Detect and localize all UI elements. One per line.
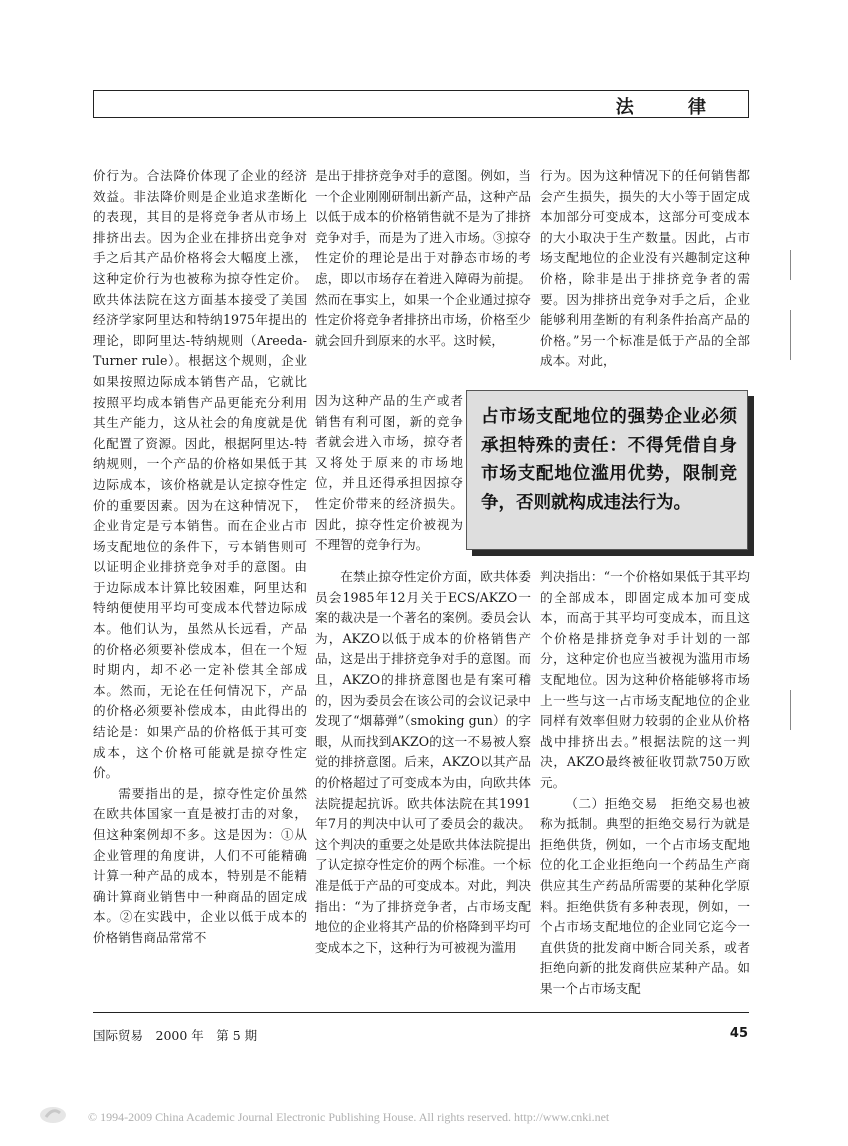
- paragraph: 在禁止掠夺性定价方面，欧共体委员会1985年12月关于ECS/AKZO一案的裁决是一个著名的案例。委员会认为，AKZO以低于成本的价格销售产品，这是出于排挤竞争对手的意图。而且，AKZO的排挤意图也是有案可稽的，因为委员会在该公司的会议记录中发现了“烟幕弹”（smoking gun）的字眼，从而找到AKZO的这一不易被人察觉的排挤意图。后来，AKZO以其产品的价格超过了可变成本为由，向欧共体法院提起抗诉。欧共体法院在其1991年7月的判决中认可了委员会的裁决。这个判决的重要之处是欧共体法院提出了认定掠夺性定价的两个标准。一个标准是低于产品的可变成本。对此，判决指出：“为了排挤竞争者，占市场支配地位的企业将其产品的价格降到平均可变成本之下，这种行为可被视为滥用: [315, 569, 531, 955]
- column-2-wrap: [315, 391, 463, 556]
- scan-margin-mark: [790, 250, 791, 280]
- page-number: 45: [729, 1026, 748, 1041]
- journal-issue: 国际贸易 2000 年 第 5 期: [93, 1028, 258, 1043]
- scan-margin-mark: [790, 310, 791, 360]
- section-title: 法 律: [615, 97, 730, 118]
- cnki-logo-icon: [38, 1104, 68, 1126]
- column-2-bottom: [315, 567, 531, 958]
- column-2-top: [315, 166, 531, 351]
- paragraph: 判决指出：“一个价格如果低于其平均的全部成本，即固定成本加可变成本，而高于其平均可变成本，而且这个价格是排挤竞争对手计划的一部分，这种定价也应当被视为滥用市场支配地位。因为这种价格能够将市场上一些与这一占市场支配地位的企业同样有效率但财力较弱的企业从价格战中排挤出去。”根据法院的这一判决，AKZO最终被征收罚款750万欧元。: [540, 569, 750, 790]
- paragraph: 行为。因为这种情况下的任何销售都会产生损失，损失的大小等于固定成本加部分可变成本，这部分可变成本的大小取决于生产数量。因此，占市场支配地位的企业没有兴趣制定这种价格，除非是出于排挤竞争者的需要。因为排挤出竞争对手之后，企业能够利用垄断的有利条件抬高产品的价格。”另一个标准是低于产品的全部成本。对此，: [540, 168, 750, 369]
- section-header: [93, 90, 749, 118]
- scan-margin-mark: [790, 690, 791, 730]
- column-3-top: [540, 166, 750, 372]
- column-3-bottom: [540, 567, 750, 999]
- paragraph: （二）拒绝交易 拒绝交易也被称为抵制。典型的拒绝交易行为就是拒绝供货，例如，一个占市场支配地位的化工企业拒绝向一个药品生产商供应其生产药品所需要的某种化学原料。拒绝供货有多种表现，例如，一个占市场支配地位的企业同它迄今一直供货的批发商中断合同关系，或者拒绝向新的批发商供应某种产品。如果一个占市场支配: [540, 795, 750, 996]
- paragraph: 因为这种产品的生产或者销售有利可图，新的竞争者就会进入市场，掠夺者又将处于原来的市场地位，并且还得承担因掠夺性定价带来的经济损失。因此，掠夺性定价被视为不理智的竞争行为。: [315, 393, 463, 553]
- pull-quote: 占市场支配地位的强势企业必须承担特殊的责任：不得凭借自身市场支配地位滥用优势，限制竞争，否则就构成违法行为。: [466, 390, 748, 550]
- paragraph: 是出于排挤竞争对手的意图。例如，当一个企业刚刚研制出新产品，这种产品以低于成本的价格销售就不是为了排挤竞争对手，而是为了进入市场。③掠夺性定价的理论是出于对静态市场的考虑，即以市场存在着进入障碍为前提。然而在事实上，如果一个企业通过掠夺性定价将竞争者排挤出市场，价格至少就会回升到原来的水平。这时候，: [315, 168, 531, 348]
- copyright-notice: © 1994-2009 China Academic Journal Electronic Publishing House. All rights reserved. http://www.cnki.net: [88, 1110, 610, 1124]
- column-1: [93, 166, 307, 949]
- footer-rule: [93, 1012, 749, 1013]
- paragraph: 价行为。合法降价体现了企业的经济效益。非法降价则是企业追求垄断化的表现，其目的是将竞争者从市场上排挤出去。因为企业在排挤出竞争对手之后其产品价格将会大幅度上涨，这种定价行为也被称为掠夺性定价。欧共体法院在这方面基本接受了美国经济学家阿里达和特纳1975年提出的理论，即阿里达-特纳规则（Areeda-Turner rule）。根据这个规则，企业如果按照边际成本销售产品，它就比按照平均成本销售产品更能充分利用其生产能力，这从社会的角度就是优化配置了资源。因此，根据阿里达-特纳规则，一个产品的价格如果低于其边际成本，该价格就是认定掠夺性定价的重要因素。因为在这种情况下，企业肯定是亏本销售。而在企业占市场支配地位的条件下，亏本销售则可以证明企业排挤竞争对手的意图。由于边际成本计算比较困难，阿里达和特纳便使用平均可变成本代替边际成本。他们认为，虽然从长远看，产品的价格必须要补偿成本，但在一个短时期内，却不必一定补偿其全部成本。然而，无论在任何情况下，产品的价格必须要补偿成本，由此得出的结论是：如果产品的价格低于其可变成本，这个价格可能就是掠夺性定价。: [93, 168, 307, 781]
- paragraph: 需要指出的是，掠夺性定价虽然在欧共体国家一直是被打击的对象，但这种案例却不多。这是因为：①从企业管理的角度讲，人们不可能精确计算一种产品的成本，特别是不能精确计算商业销售中一种商品的固定成本。②在实践中，企业以低于成本的价格销售商品常常不: [93, 785, 307, 945]
